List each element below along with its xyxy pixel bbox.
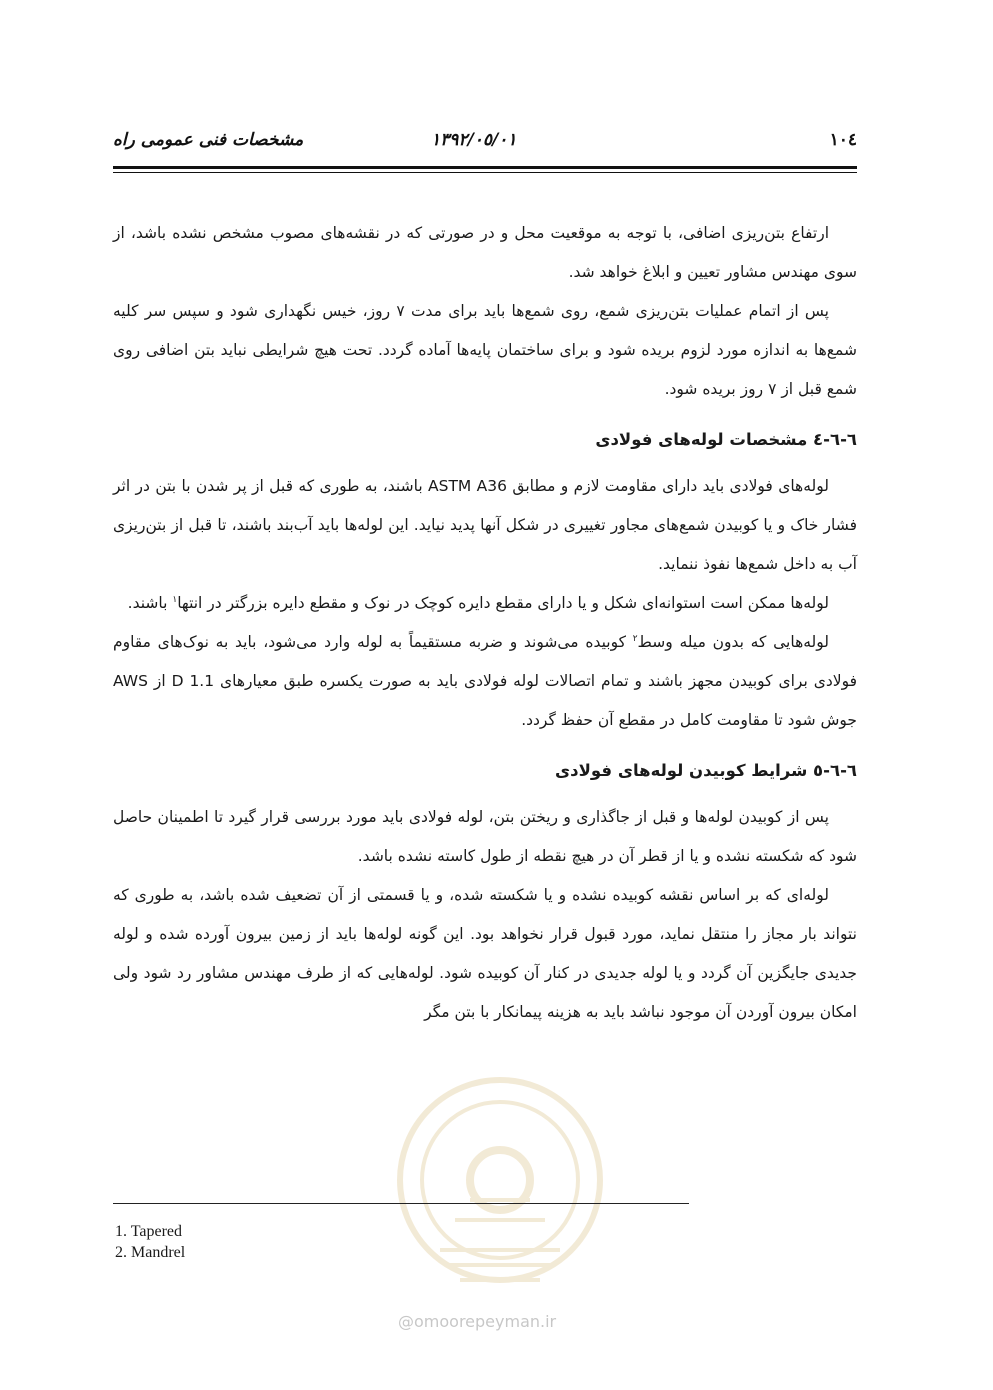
paragraph-text: کوبیده می‌شوند و ضربه مستقیماً به لوله وارد می‌شود، باید به نوک‌های مقاوم فولادی برای کوبیدن مجهز باشند و تمام اتصالات لوله فولادی باید به صورت یکسره طبق معیارهای D 1.1 از AWS جوش شود تا مقاومت کامل در مقطع آن حفظ گردد. — [113, 633, 857, 729]
paragraph: پس از کوبیدن لوله‌ها و قبل از جاگذاری و ریختن بتن، لوله فولادی باید مورد بررسی قرار گیرد تا اطمینان حاصل شود که شکسته نشده و یا از قطر آن در هیچ نقطه از طول کاسته نشده باشد. — [113, 808, 857, 865]
header-date: ١٣٩٢/٠٥/٠١ — [431, 130, 517, 150]
paragraph-text: لوله‌هایی که بدون میله وسط — [637, 633, 830, 651]
paragraph — [113, 584, 857, 623]
body-text — [113, 214, 857, 1032]
header-title: مشخصات فنی عمومی راه — [113, 130, 304, 150]
paragraph: پس از اتمام عملیات بتن‌ریزی شمع، روی شمع‌ها باید برای مدت ٧ روز، خیس نگهداری شود و سپس سر کلیه شمع‌ها به اندازه مورد لزوم بریده شود و برای ساختمان پایه‌ها آماده گردد. تحت هیچ شرایطی نباید بتن اضافی روی شمع قبل از ٧ روز بریده شود. — [113, 302, 857, 398]
paragraph-text: لوله‌ها ممکن است استوانه‌ای شکل و یا دارای مقطع دایره کوچک در نوک و مقطع دایره بزرگتر در انتها — [177, 594, 829, 612]
watermark-logo-icon — [380, 1050, 620, 1320]
footnotes — [115, 1221, 185, 1263]
footnote-mark: ١ — [172, 594, 178, 605]
watermark-url: @omoorepeyman.ir — [398, 1312, 557, 1331]
footnote-item: 1. Tapered — [115, 1223, 182, 1240]
paragraph: لوله‌ای که بر اساس نقشه کوبیده نشده و یا شکسته شده، و یا قسمتی از آن تضعیف شده باشد، به طوری که نتواند بار مجاز را منتقل نماید، مورد قبول قرار نخواهد بود. این گونه لوله‌ها باید از زمین بیرون آورده شده و لوله جدیدی جایگزین آن گردد و یا لوله جدیدی در کنار آن کوبیده شود. لوله‌هایی که از طرف مهندس مشاور رد شود ولی امکان بیرون آوردن آن موجود نباشد باید به هزینه پیمانکار با بتن مگر — [113, 886, 857, 1021]
section-heading: ٦-٦-٥ شرایط کوبیدن لوله‌های فولادی — [555, 761, 857, 780]
paragraph-text: باشند. — [127, 594, 173, 612]
header-rule-thin — [113, 172, 857, 173]
header-rule-thick — [113, 166, 857, 169]
paragraph: ارتفاع بتن‌ریزی اضافی، با توجه به موقعیت محل و در صورتی که در نقشه‌های مصوب مشخص نشده باشد، از سوی مهندس مشاور تعیین و ابلاغ خواهد شد. — [113, 224, 857, 281]
paragraph — [113, 623, 857, 740]
section-heading: ٦-٦-٤ مشخصات لوله‌های فولادی — [595, 430, 857, 449]
footnote-rule — [113, 1203, 689, 1204]
footnote-item: 2. Mandrel — [115, 1244, 186, 1261]
paragraph: لوله‌های فولادی باید دارای مقاومت لازم و مطابق ASTM A36 باشند، به طوری که قبل از پر شدن با بتن در اثر فشار خاک و یا کوبیدن شمع‌های مجاور تغییری در شکل آنها پدید نیاید. این لوله‌ها باید آب‌بند باشند، تا قبل از بتن‌ریزی آب به داخل شمع‌ها نفوذ ننماید. — [113, 477, 857, 573]
footnote-mark: ٢ — [632, 633, 638, 644]
page-header — [113, 122, 857, 162]
page-number: ١٠٤ — [829, 130, 857, 150]
